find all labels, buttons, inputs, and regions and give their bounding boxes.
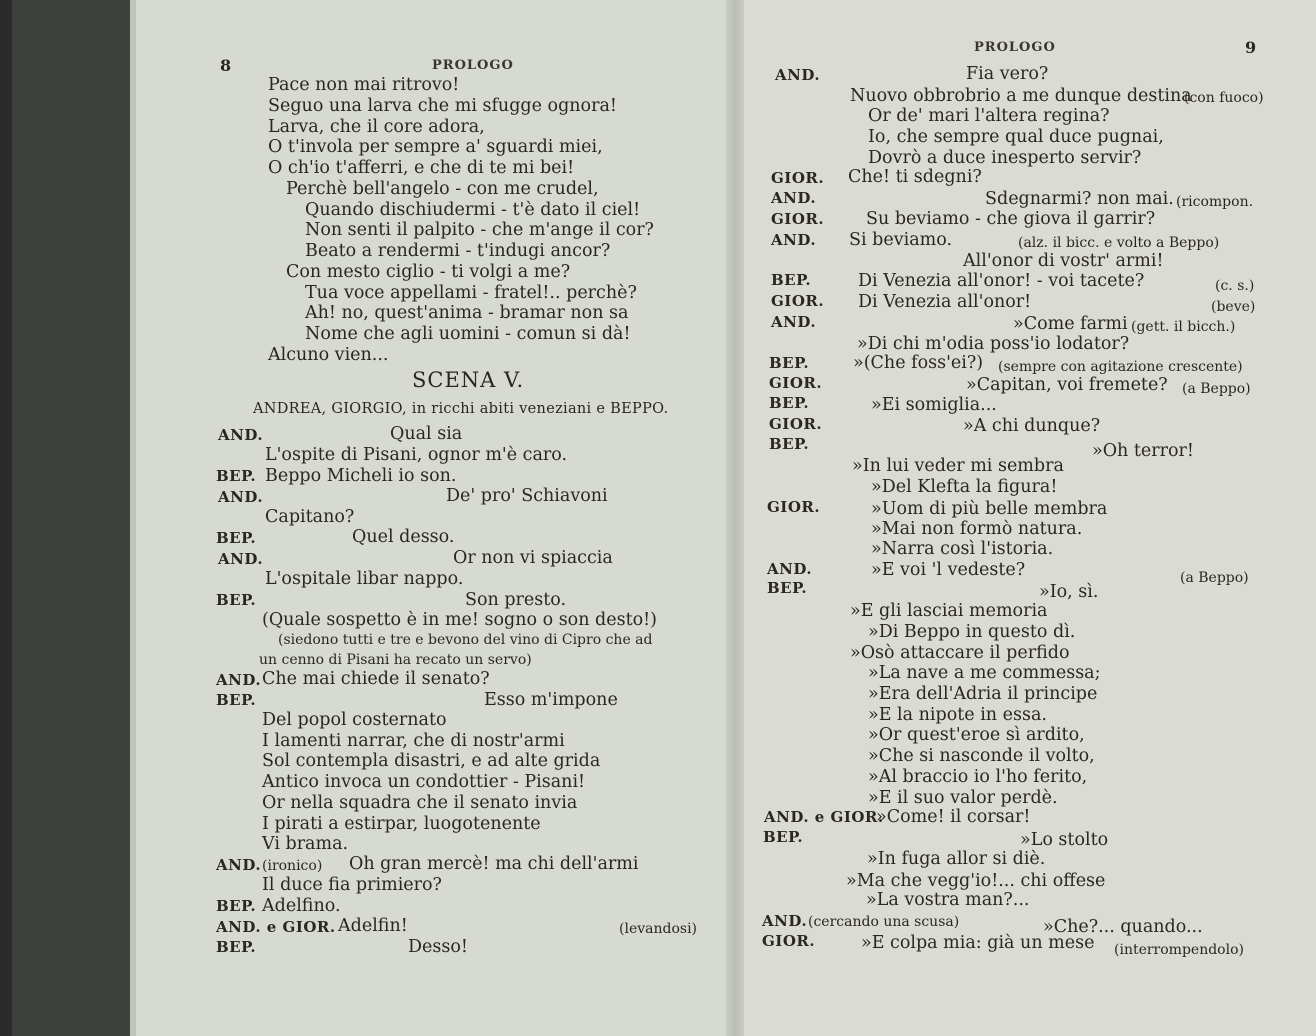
stage-direction: (alz. il bicc. e volto a Beppo) — [1018, 235, 1220, 251]
speaker-label: AND. — [771, 313, 817, 331]
text-line: De' pro' Schiavoni — [446, 486, 608, 506]
text-line: »La nave a me commessa; — [868, 663, 1101, 683]
speaker-label: AND. — [218, 426, 264, 444]
speaker-label: AND. — [767, 560, 813, 578]
text-line: »E il suo valor perdè. — [868, 788, 1058, 808]
speaker-label: BEP. — [216, 467, 257, 485]
text-line: I pirati a estirpar, luogotenente — [262, 814, 541, 834]
speaker-label: GIOR. — [767, 498, 821, 516]
text-line: »Uom di più belle membra — [871, 499, 1108, 519]
speaker-label: AND. e GIOR. — [216, 918, 336, 936]
speaker-label: BEP. — [216, 591, 257, 609]
scene-heading: SCENA V. — [412, 368, 525, 392]
left-page-number: 8 — [220, 56, 232, 75]
text-line: Quel desso. — [352, 527, 455, 547]
text-line: Fia vero? — [966, 64, 1049, 84]
speaker-label: GIOR. — [769, 374, 823, 392]
speaker-label: GIOR. — [762, 932, 816, 950]
stage-direction: (beve) — [1211, 299, 1256, 315]
stage-direction: (cercando una scusa) — [808, 914, 960, 930]
stage-direction: un cenno di Pisani ha recato un servo) — [259, 652, 532, 668]
text-line: »E la nipote in essa. — [868, 705, 1047, 725]
text-line: »Lo stolto — [1020, 830, 1109, 850]
text-line: Or non vi spiaccia — [453, 548, 613, 568]
text-line: »Capitan, voi fremete? — [966, 375, 1168, 395]
text-line: »Di chi m'odia poss'io lodator? — [857, 334, 1130, 354]
text-line: »Ma che vegg'io!... chi offese — [846, 871, 1106, 891]
speaker-label: BEP. — [216, 691, 257, 709]
stage-direction: (a Beppo) — [1180, 570, 1249, 586]
speaker-label: AND. e GIOR. — [764, 808, 884, 826]
stage-direction: (ricompon. — [1176, 194, 1254, 210]
text-line: Che mai chiede il senato? — [262, 669, 490, 689]
speaker-label: BEP. — [769, 394, 810, 412]
text-line: »Che si nasconde il volto, — [868, 746, 1095, 766]
speaker-label: AND. — [218, 488, 264, 506]
cast-list: ANDREA, GIORGIO, in ricchi abiti veneziani e BEPPO. — [253, 401, 669, 417]
text-line: Antico invoca un condottier - Pisani! — [262, 772, 586, 792]
speaker-label: BEP. — [769, 435, 810, 453]
text-line: »(Che foss'ei?) — [853, 353, 984, 373]
text-line: »Osò attaccare il perfido — [850, 643, 1070, 663]
text-line: L'ospitale libar nappo. — [265, 569, 464, 589]
text-line: Perchè bell'angelo - con me crudel, — [286, 179, 599, 199]
text-line: Pace non mai ritrovo! — [268, 75, 460, 95]
stage-direction: (gett. il bicch.) — [1131, 319, 1236, 335]
text-line: Vi brama. — [262, 834, 349, 854]
stage-direction: (levandosi) — [619, 921, 698, 937]
text-line: Io, che sempre qual duce pugnai, — [868, 127, 1164, 147]
text-line: All'onor di vostr' armi! — [963, 251, 1164, 271]
text-line: »Al braccio io l'ho ferito, — [868, 767, 1088, 787]
text-line: Capitano? — [265, 507, 355, 527]
stage-direction: (c. s.) — [1215, 278, 1255, 294]
speaker-label: AND. — [771, 231, 817, 249]
text-line: »In lui veder mi sembra — [852, 456, 1064, 476]
book-cover-band — [12, 0, 130, 1036]
text-line: Esso m'impone — [484, 690, 618, 710]
text-line: Adelfino. — [262, 896, 341, 916]
text-line: Quando dischiudermi - t'è dato il ciel! — [305, 200, 641, 220]
text-line: Si beviamo. — [849, 230, 953, 250]
text-line: Son presto. — [465, 590, 567, 610]
text-line: Su beviamo - che giova il garrir? — [866, 209, 1156, 229]
speaker-label: BEP. — [216, 897, 257, 915]
text-line: Il duce fia primiero? — [262, 875, 442, 895]
stage-direction: (sempre con agitazione crescente) — [998, 359, 1243, 375]
text-line: »Come! il corsar! — [876, 807, 1031, 827]
text-line: »Di Beppo in questo dì. — [868, 622, 1076, 642]
speaker-label: AND. — [216, 856, 262, 874]
speaker-label: AND. — [218, 550, 264, 568]
text-line: Or de' mari l'altera regina? — [868, 106, 1110, 126]
speaker-label: AND. — [771, 189, 817, 207]
text-line: Beppo Micheli io son. — [265, 466, 457, 486]
text-line: »Ei somiglia... — [871, 395, 997, 415]
text-line: Ah! no, quest'anima - bramar non sa — [305, 303, 629, 323]
text-line: Del popol costernato — [262, 710, 447, 730]
text-line: »E gli lasciai memoria — [850, 601, 1048, 621]
right-running-head: PROLOGO — [974, 40, 1056, 55]
text-line: »Io, sì. — [1039, 582, 1099, 602]
stage-direction: (ironico) — [262, 858, 323, 874]
book-gutter — [726, 0, 744, 1036]
text-line: Oh gran mercè! ma chi dell'armi — [349, 854, 639, 874]
stage-direction: (con fuoco) — [1184, 90, 1264, 106]
text-line: »Del Klefta la figura! — [871, 477, 1058, 497]
text-line: »Oh terror! — [1092, 441, 1194, 461]
text-line: »Mai non formò natura. — [871, 519, 1083, 539]
speaker-label: GIOR. — [771, 169, 825, 187]
text-line: »A chi dunque? — [963, 416, 1101, 436]
text-line: Or nella squadra che il senato invia — [262, 793, 578, 813]
text-line: Seguo una larva che mi sfugge ognora! — [268, 96, 617, 116]
speaker-label: BEP. — [767, 579, 808, 597]
speaker-label: AND. — [762, 912, 808, 930]
left-running-head: PROLOGO — [432, 58, 514, 73]
speaker-label: BEP. — [771, 271, 812, 289]
right-page-number: 9 — [1245, 38, 1257, 57]
text-line: »E colpa mia: già un mese — [861, 933, 1095, 953]
speaker-label: GIOR. — [769, 415, 823, 433]
left-page-edge — [130, 0, 136, 1036]
speaker-label: BEP. — [769, 354, 810, 372]
text-line: »Come farmi — [1013, 314, 1128, 334]
text-line: »Or quest'eroe sì ardito, — [868, 725, 1085, 745]
speaker-label: BEP. — [216, 938, 257, 956]
speaker-label: GIOR. — [771, 292, 825, 310]
text-line: »Che?... quando... — [1043, 917, 1203, 937]
speaker-label: AND. — [775, 66, 821, 84]
text-line: »In fuga allor si diè. — [867, 849, 1046, 869]
text-line: »E voi 'l vedeste? — [871, 560, 1026, 580]
text-line: L'ospite di Pisani, ognor m'è caro. — [265, 445, 568, 465]
text-line: I lamenti narrar, che di nostr'armi — [262, 731, 565, 751]
text-line: Sol contempla disastri, e ad alte grida — [262, 751, 601, 771]
text-line: »La vostra man?... — [866, 890, 1030, 910]
text-line: »Era dell'Adria il principe — [868, 684, 1098, 704]
text-line: O t'invola per sempre a' sguardi miei, — [268, 137, 603, 157]
text-line: Di Venezia all'onor! — [858, 292, 1032, 312]
text-line: Larva, che il core adora, — [268, 117, 485, 137]
text-line: Di Venezia all'onor! - voi tacete? — [858, 271, 1145, 291]
text-line: Alcuno vien... — [268, 345, 389, 365]
speaker-label: BEP. — [763, 828, 804, 846]
text-line: Nuovo obbrobrio a me dunque destina — [850, 86, 1192, 106]
text-line: Qual sia — [390, 424, 463, 444]
text-line: »Narra così l'istoria. — [871, 539, 1054, 559]
text-line: Sdegnarmi? non mai. — [985, 189, 1174, 209]
text-line: Tua voce appellami - fratel!.. perchè? — [305, 283, 637, 303]
stage-direction: (a Beppo) — [1182, 381, 1251, 397]
speaker-label: BEP. — [216, 529, 257, 547]
text-line: (Quale sospetto è in me! sogno o son desto!) — [262, 610, 658, 630]
text-line: Beato a rendermi - t'indugi ancor? — [305, 241, 611, 261]
text-line: Desso! — [408, 937, 468, 957]
text-line: Nome che agli uomini - comun si dà! — [305, 324, 631, 344]
stage-direction: (interrompendolo) — [1114, 942, 1244, 958]
text-line: Dovrò a duce inesperto servir? — [868, 148, 1142, 168]
text-line: Non senti il palpito - che m'ange il cor? — [305, 220, 654, 240]
text-line: Adelfin! — [338, 916, 408, 936]
text-line: Che! ti sdegni? — [848, 167, 982, 187]
text-line: Con mesto ciglio - ti volgi a me? — [286, 262, 571, 282]
text-line: O ch'io t'afferri, e che di te mi bei! — [268, 158, 575, 178]
speaker-label: GIOR. — [771, 210, 825, 228]
speaker-label: AND. — [216, 671, 262, 689]
stage-direction: (siedono tutti e tre e bevono del vino di Cipro che ad — [278, 632, 653, 648]
